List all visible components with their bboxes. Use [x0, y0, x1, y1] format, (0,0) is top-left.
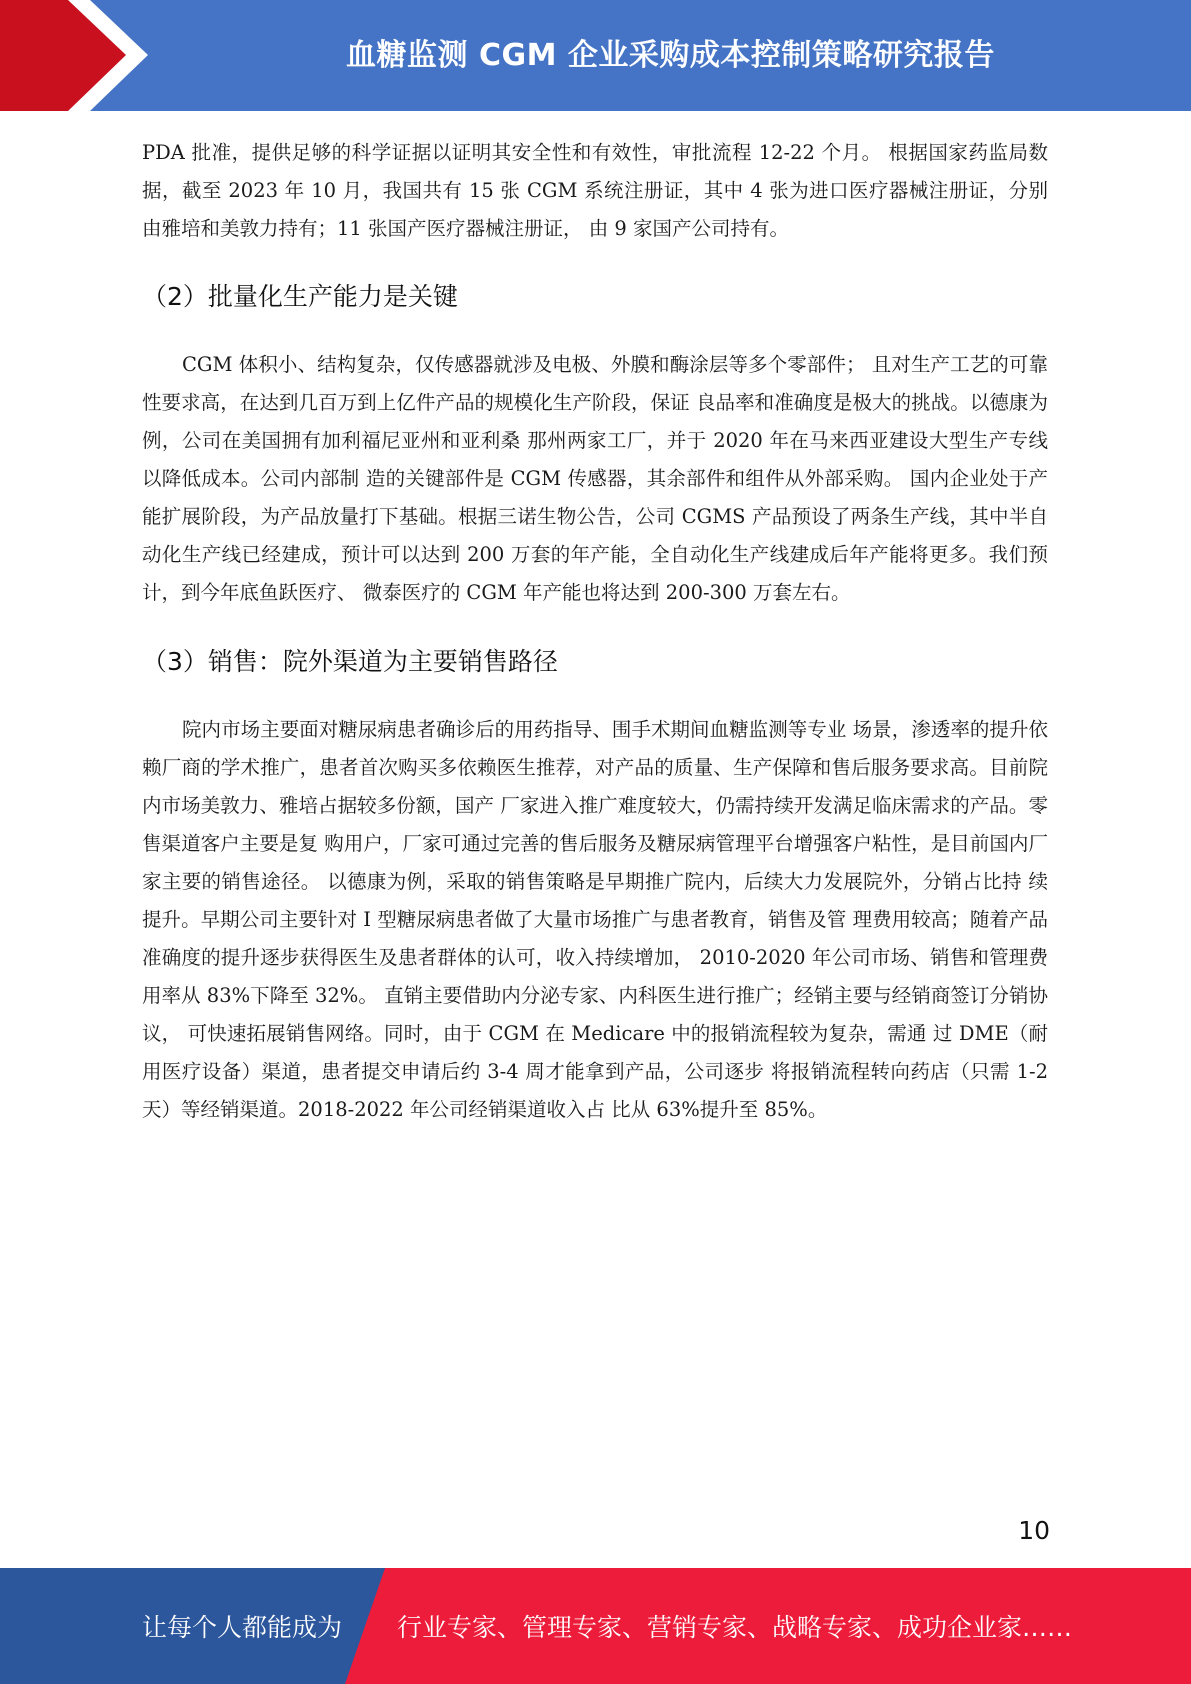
section-heading-sales: （3）销售：院外渠道为主要销售路径 [142, 647, 558, 676]
footer-slogan-right: 行业专家、管理专家、营销专家、战略专家、成功企业家…… [397, 1613, 1073, 1642]
footer-band [0, 1568, 1191, 1684]
header-band [0, 0, 1191, 111]
report-title: 血糖监测 CGM 企业采购成本控制策略研究报告 [346, 38, 995, 73]
footer-slogan-left: 让每个人都能成为 [142, 1613, 343, 1642]
page-number: 10 [1018, 1516, 1050, 1545]
document-body [142, 134, 1048, 1129]
section-heading-production: （2）批量化生产能力是关键 [142, 282, 458, 311]
paragraph-approval: PDA 批准，提供足够的科学证据以证明其安全性和有效性，审批流程 12-22 个月。 根据国家药监局数据，截至 2023 年 10 月，我国共有 15 张 CGM 系统注册证，其中 4 张为进口医疗器械注册证，分别由雅培和美敦力持有；11 张国产医疗器械注册证， 由 9 家国产公司持有。 [142, 141, 1048, 240]
paragraph-sales: 院内市场主要面对糖尿病患者确诊后的用药指导、围手术期间血糖监测等专业 场景，渗透率的提升依赖厂商的学术推广，患者首次购买多依赖医生推荐，对产品的质量、生产保障和售后服务要求高。目前院内市场美敦力、雅培占据较多份额，国产 厂家进入推广难度较大，仍需持续开发满足临床需求的产品。零售渠道客户主要是复 购用户，厂家可通过完善的售后服务及糖尿病管理平台增强客户粘性，是目前国内厂 家主要的销售途径。 以德康为例，采取的销售策略是早期推广院内，后续大力发展院外，分销占比持 续提升。早期公司主要针对 I 型糖尿病患者做了大量市场推广与患者教育，销售及管 理费用较高；随着产品准确度的提升逐步获得医生及患者群体的认可，收入持续增加， 2010-2020 年公司市场、销售和管理费用率从 83%下降至 32%。 直销主要借助内分泌专家、内科医生进行推广；经销主要与经销商签订分销协议， 可快速拓展销售网络。同时，由于 CGM 在 Medicare 中的报销流程较为复杂，需通 过 DME（耐用医疗设备）渠道，患者提交申请后约 3-4 周才能拿到产品，公司逐步 将报销流程转向药店（只需 1-2 天）等经销渠道。2018-2022 年公司经销渠道收入占 比从 63%提升至 85%。 [142, 718, 1048, 1121]
paragraph-production: CGM 体积小、结构复杂，仅传感器就涉及电极、外膜和酶涂层等多个零部件； 且对生产工艺的可靠性要求高，在达到几百万到上亿件产品的规模化生产阶段，保证 良品率和准确度是极大的挑战。以德康为例，公司在美国拥有加利福尼亚州和亚利桑 那州两家工厂，并于 2020 年在马来西亚建设大型生产专线以降低成本。公司内部制 造的关键部件是 CGM 传感器，其余部件和组件从外部采购。 国内企业处于产能扩展阶段，为产品放量打下基础。根据三诺生物公告，公司 CGMS 产品预设了两条生产线，其中半自动化生产线已经建成，预计可以达到 200 万套的年产能，全自动化生产线建成后年产能将更多。我们预计，到今年底鱼跃医疗、 微泰医疗的 CGM 年产能也将达到 200-300 万套左右。 [142, 353, 1048, 604]
header-arrow-decoration [0, 0, 160, 111]
